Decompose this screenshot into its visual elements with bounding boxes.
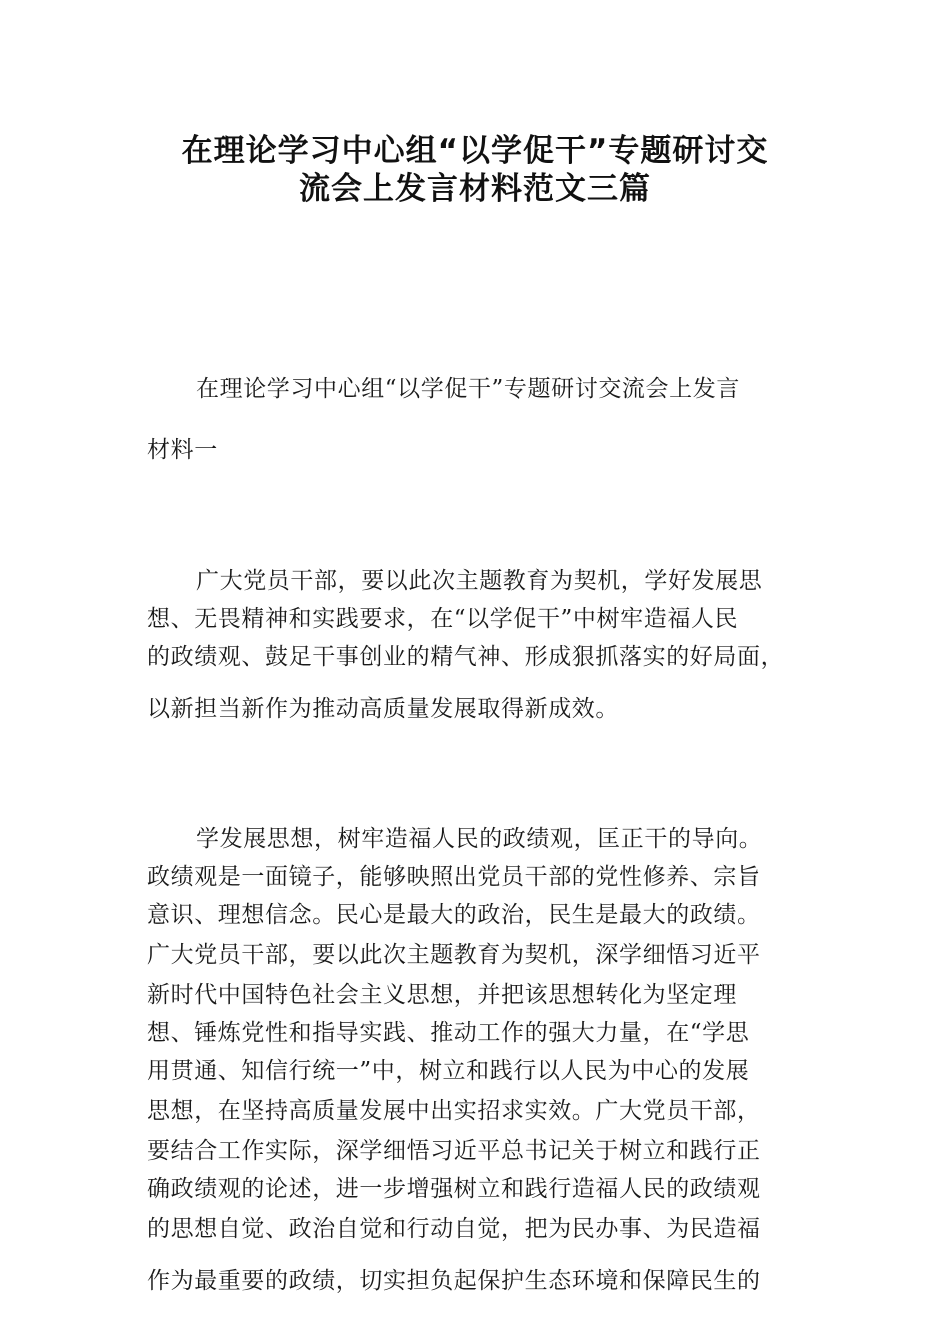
paragraph-2-line-7: 用贯通、知信行统一”中，树立和践行以人民为中心的发展 xyxy=(147,1058,750,1084)
paragraph-2-line-8: 思想，在坚持高质量发展中出实招求实效。广大党员干部， xyxy=(147,1098,761,1124)
paragraph-2-line-4: 广大党员干部，要以此次主题教育为契机，深学细悟习近平 xyxy=(147,942,761,968)
paragraph-2-line-3: 意识、理想信念。民心是最大的政治，民生是最大的政绩。 xyxy=(147,902,761,928)
paragraph-1-line-3: 的政绩观、鼓足干事创业的精气神、形成狠抓落实的好局面， xyxy=(147,644,785,670)
section-heading-line-2: 材料一 xyxy=(147,437,218,463)
paragraph-1-line-4: 以新担当新作为推动高质量发展取得新成效。 xyxy=(147,696,619,722)
paragraph-2-line-9: 要结合工作实际，深学细悟习近平总书记关于树立和践行正 xyxy=(147,1138,761,1164)
paragraph-2-line-2: 政绩观是一面镜子，能够映照出党员干部的党性修养、宗旨 xyxy=(147,864,761,890)
paragraph-1-line-2: 想、无畏精神和实践要求，在“以学促干”中树牢造福人民 xyxy=(147,606,739,632)
paragraph-2-line-1: 学发展思想，树牢造福人民的政绩观，匡正干的导向。 xyxy=(196,826,763,852)
document-title-line-2: 流会上发言材料范文三篇 xyxy=(299,171,651,207)
paragraph-1-line-1: 广大党员干部，要以此次主题教育为契机，学好发展思 xyxy=(196,568,763,594)
paragraph-2-line-5: 新时代中国特色社会主义思想，并把该思想转化为坚定理 xyxy=(147,982,737,1008)
paragraph-2-line-6: 想、锤炼党性和指导实践、推动工作的强大力量，在“学思 xyxy=(147,1020,750,1046)
paragraph-2-line-11: 的思想自觉、政治自觉和行动自觉，把为民办事、为民造福 xyxy=(147,1216,761,1242)
section-heading-line-1: 在理论学习中心组“以学促干”专题研讨交流会上发言 xyxy=(196,376,740,402)
document-title-line-1: 在理论学习中心组“以学促干”专题研讨交 xyxy=(181,133,769,169)
paragraph-2-line-12: 作为最重要的政绩，切实担负起保护生态环境和保障民生的 xyxy=(147,1268,761,1294)
paragraph-2-line-10: 确政绩观的论述，进一步增强树立和践行造福人民的政绩观 xyxy=(147,1176,761,1202)
